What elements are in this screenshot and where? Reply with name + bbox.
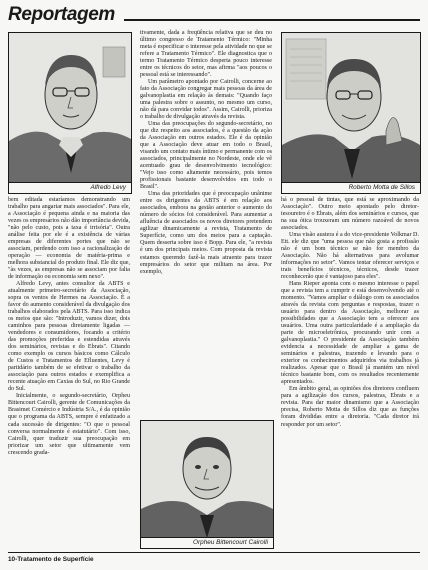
paragraph: Inicialmente, o segundo-secretário, Orpheu Bittencourt Cairolli, gerente de Comunicações da Brasimet Comércio e Indústria S/A., é da opinião que o programa da ABTS, sempre é enfatizado a cada sucessão de dirigentes: "O que o pessoal conversa normalmente é estatutário". Com isso, Cairolli, quer traduzir sua preocupação em priorizar um setor que ultimamente vem crescendo grada- <box>8 393 130 456</box>
paragraph: há o pessoal de tintas, que está se aproximando da Associação". Outro meio apontado pelo diretor-tesoureiro é o Ebrats, além dos seminários e cursos, que na sua ótica trouxeram um número razoável de novos associados. <box>281 197 419 232</box>
photo-caption: Orpheu Bittencourt Cairolli <box>141 537 273 548</box>
article-column-2 <box>140 30 272 276</box>
page-folio: 10-Tratamento de Superfície <box>8 556 94 563</box>
paragraph: bem editada estaríamos demonstrando um trabalho para angariar mais associados". Para ele, a Associação é pequena ainda e na maioria das vezes os empresários não dão importância devida, "não pelo custo, pois a taxa é irrisória". Outra análise feita por ele é a existência de várias empresas de diferentes portes que não se associam, perdendo com isso a racionalização de operação — economia de matéria-prima e melhora substancial do produto final. Ele diz que, "às vezes, as empresas não se associam por falta de informação ou economia sem nexo". <box>8 197 130 281</box>
paragraph: tivamente, dada a freqüência relativa que se deu no último congresso de Tratamento Térmico: "Minha meta é especificar o interesse pela atividade no que se refere a Tratamento Térmico". Ele diagnostica que o termo Tratamento Térmico desperta pouco interesse entre os técnicos do setor, mas afirma "aos poucos o pessoal está se interessando". <box>140 30 272 79</box>
article-column-1 <box>8 197 130 457</box>
paragraph: Alfredo Levy, antes consultor da ABTS e atualmente primeiro-secretário da Associação, sopra os ventos de Hermes na Associação. É a favor do aumento considerável da divulgação dos trabalhos elaborados pela ABTS. Para isso indica os meios que são: "Introduzir, vamos dizer, dois caminhos para pessoas diretamente ligadas — vendedores e consumidores, focando a critério das promoções preferidas e estendidas através dos seminários, revistas e do Ebrats". Citando como exemplo os cursos básicos como Cálculo de Custos e Tratamentos de Efluentes, Levy é partidário também de se efetivar o trabalho da associação para outros estados e exemplifica a recente atuação em Caxias do Sul, no Rio Grande do Sul. <box>8 281 130 393</box>
portrait-drawing <box>9 33 131 183</box>
portrait-drawing <box>141 421 273 538</box>
paragraph: Uma visão austera é a do vice-presidente Volkmar D. Ett. ele diz que "uma pessoa que não gosta a profissão não é um bom técnico se não for membro da Associação. Não há alternativas para avolumar informações no setor". Vamos tentar oferecer serviços e trais benefícios técnicos, técnicos, desde trazer reconhecerão que é vantajoso para eles". <box>281 232 419 281</box>
portrait-drawing <box>282 33 420 183</box>
photo-roberto-motta-de-sillos <box>281 32 421 194</box>
paragraph: Uma das preocupações do segundo-secretário, no que diz respeito aos associados, é a questão da ação da Associação em outros estados. Ele é da opinião que a Associação deve atuar em todo o Brasil, visando um contato mais íntimo e permanente com os associados, principalmente no Nordeste, onde ele vê acentuado grau de desenvolvimento tecnológico: "Vejo isso como altamente necessário, pois temos profissionais bastante desenvolvidos em todo o Brasil". <box>140 121 272 191</box>
paragraph: Em âmbito geral, as opiniões dos diretores confluem para a agilização dos cursos, palestras, Ebrats e a revista. Para dar maior dinamismo que a Associação precisa, Roberto Motta de Sillos diz que as funções foram divididas entre a diretoria. "Cada diretor irá responder por um setor". <box>281 386 419 428</box>
photo-alfredo-levy <box>8 32 132 194</box>
paragraph: Um parâmetro apontado por Cairolli, concerne ao fato da Associação congregar mais pessoas da área de galvanoplastia em relação às demais: "Quando faço uma palestra sobre o assunto, no mesmo um curso, não dá para convidar todos". Assim, Cairolli, prioriza o trabalho de divulgação através da revista. <box>140 79 272 121</box>
section-title: Reportagem <box>8 4 115 25</box>
footer-rule <box>8 552 420 553</box>
photo-caption: Roberto Motta de Sillos <box>282 182 420 193</box>
section-header <box>8 4 420 28</box>
page-footer <box>8 552 420 566</box>
paragraph: Hans Rieper aponta com o mesmo interesse o papel que a revista tem a cumprir e está desenvolvendo até o momento. "Vamos ampliar o diálogo com os associados através da revista com perguntas e respostas, trazer o usuário para dentro da Associação, melhorar as possibilidades que a Associação tem a oferecer aos usuários. Uma outra particularidade é a ampliação da parte de microeletrônica, procurando unir com a galvanoplastia." O presidente da Associação também evidencia a necessidade de ampliar a gama de seminários e palestras, trazendo e levando para o exterior os conhecimentos adquiridos via trabalhos já realizados. Apesar que o Brasil já mantém um nível técnico bastante bom, com os resultados recentemente apresentados. <box>281 281 419 386</box>
photo-orpheu-bittencourt-cairolli <box>140 420 274 549</box>
paragraph: Uma das prioridades que é preocupação unânime entre os dirigentes da ABTS é em relação aos associados, embora na gestão anterior o aumento do número de sócios foi considerável. Para aumentar a afluência de associados os novos diretores pretendem agilizar dinamicamente a revista, Tratamento de Superfície, como um dos meios para a captação. Quem desserta sobre isso é Bopp. Para ele, "a revista é um dos principais meios. Com proposta da revista estamos querendo fazê-la mais atraente para trazer empresários do setor que militam na área. Por exemplo, <box>140 191 272 275</box>
header-rule <box>124 19 420 21</box>
photo-caption: Alfredo Levy <box>9 182 131 193</box>
article-column-3 <box>281 197 419 429</box>
